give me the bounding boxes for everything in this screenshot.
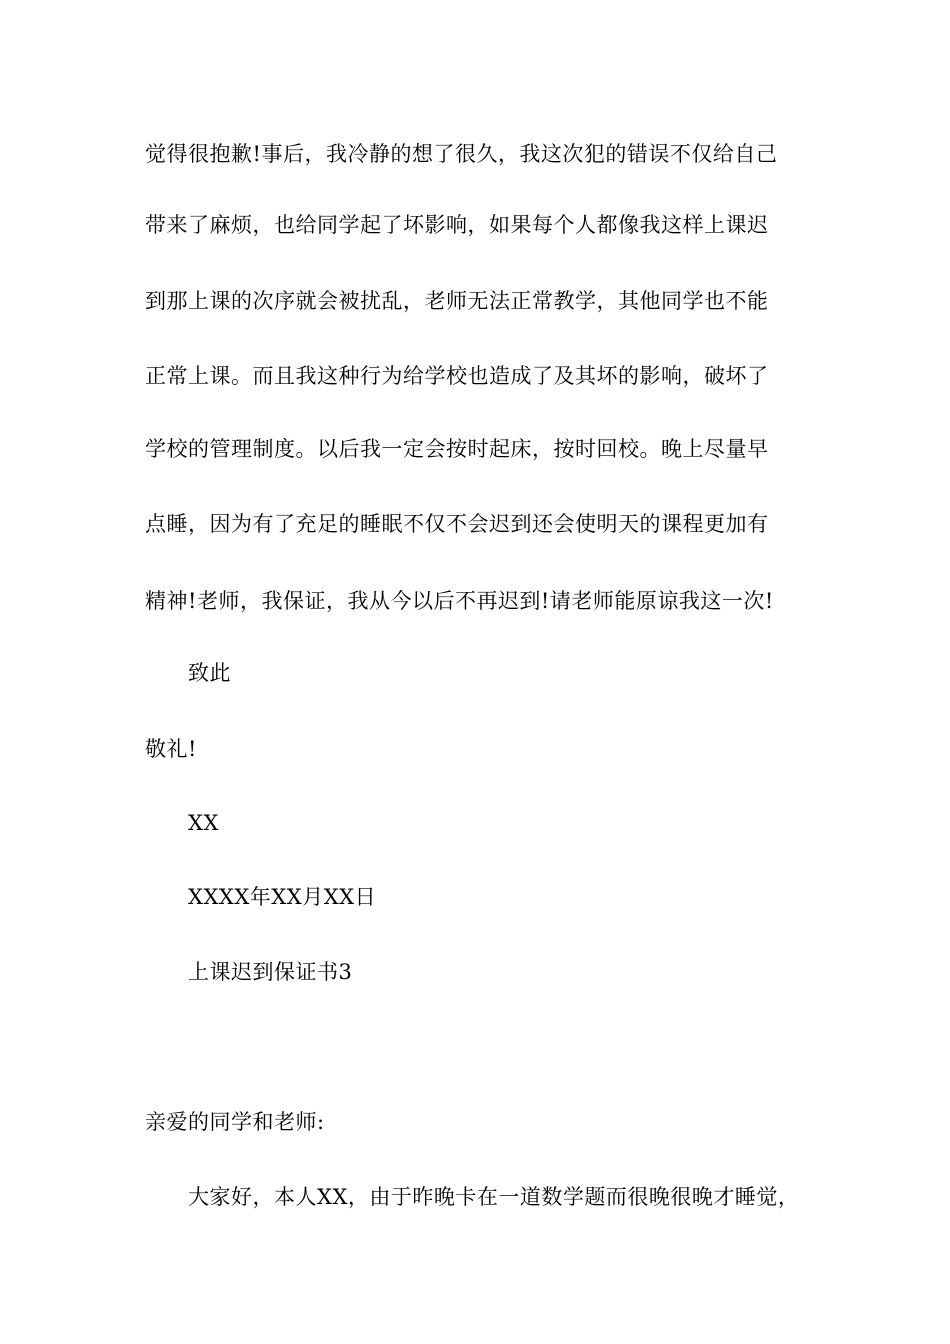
body-line-6: 点睡，因为有了充足的睡眠不仅不会迟到还会使明天的课程更加有 [145, 512, 769, 536]
signature-line: XX [188, 811, 219, 835]
body-line-3: 到那上课的次序就会被扰乱，老师无法正常教学，其他同学也不能 [145, 289, 769, 313]
salute-line: 敬礼! [145, 737, 197, 761]
opening-line: 大家好，本人XX，由于昨晚卡在一道数学题而很晚很晚才睡觉， [188, 1185, 800, 1209]
body-line-7: 精神!老师，我保证，我从今以后不再迟到!请老师能原谅我这一次! [145, 589, 774, 613]
section-title: 上课迟到保证书3 [188, 960, 353, 984]
date-line: XXXX年XX月XX日 [188, 885, 377, 909]
body-line-4: 正常上课。而且我这种行为给学校也造成了及其坏的影响，破坏了 [145, 364, 769, 388]
body-line-1: 觉得很抱歉!事后，我冷静的想了很久，我这次犯的错误不仅给自己 [145, 142, 778, 166]
greeting-line: 亲爱的同学和老师: [145, 1110, 325, 1134]
closing-line: 致此 [188, 661, 231, 685]
body-line-5: 学校的管理制度。以后我一定会按时起床，按时回校。晚上尽量早 [145, 437, 769, 461]
body-line-2: 带来了麻烦，也给同学起了坏影响，如果每个人都像我这样上课迟 [145, 213, 769, 237]
